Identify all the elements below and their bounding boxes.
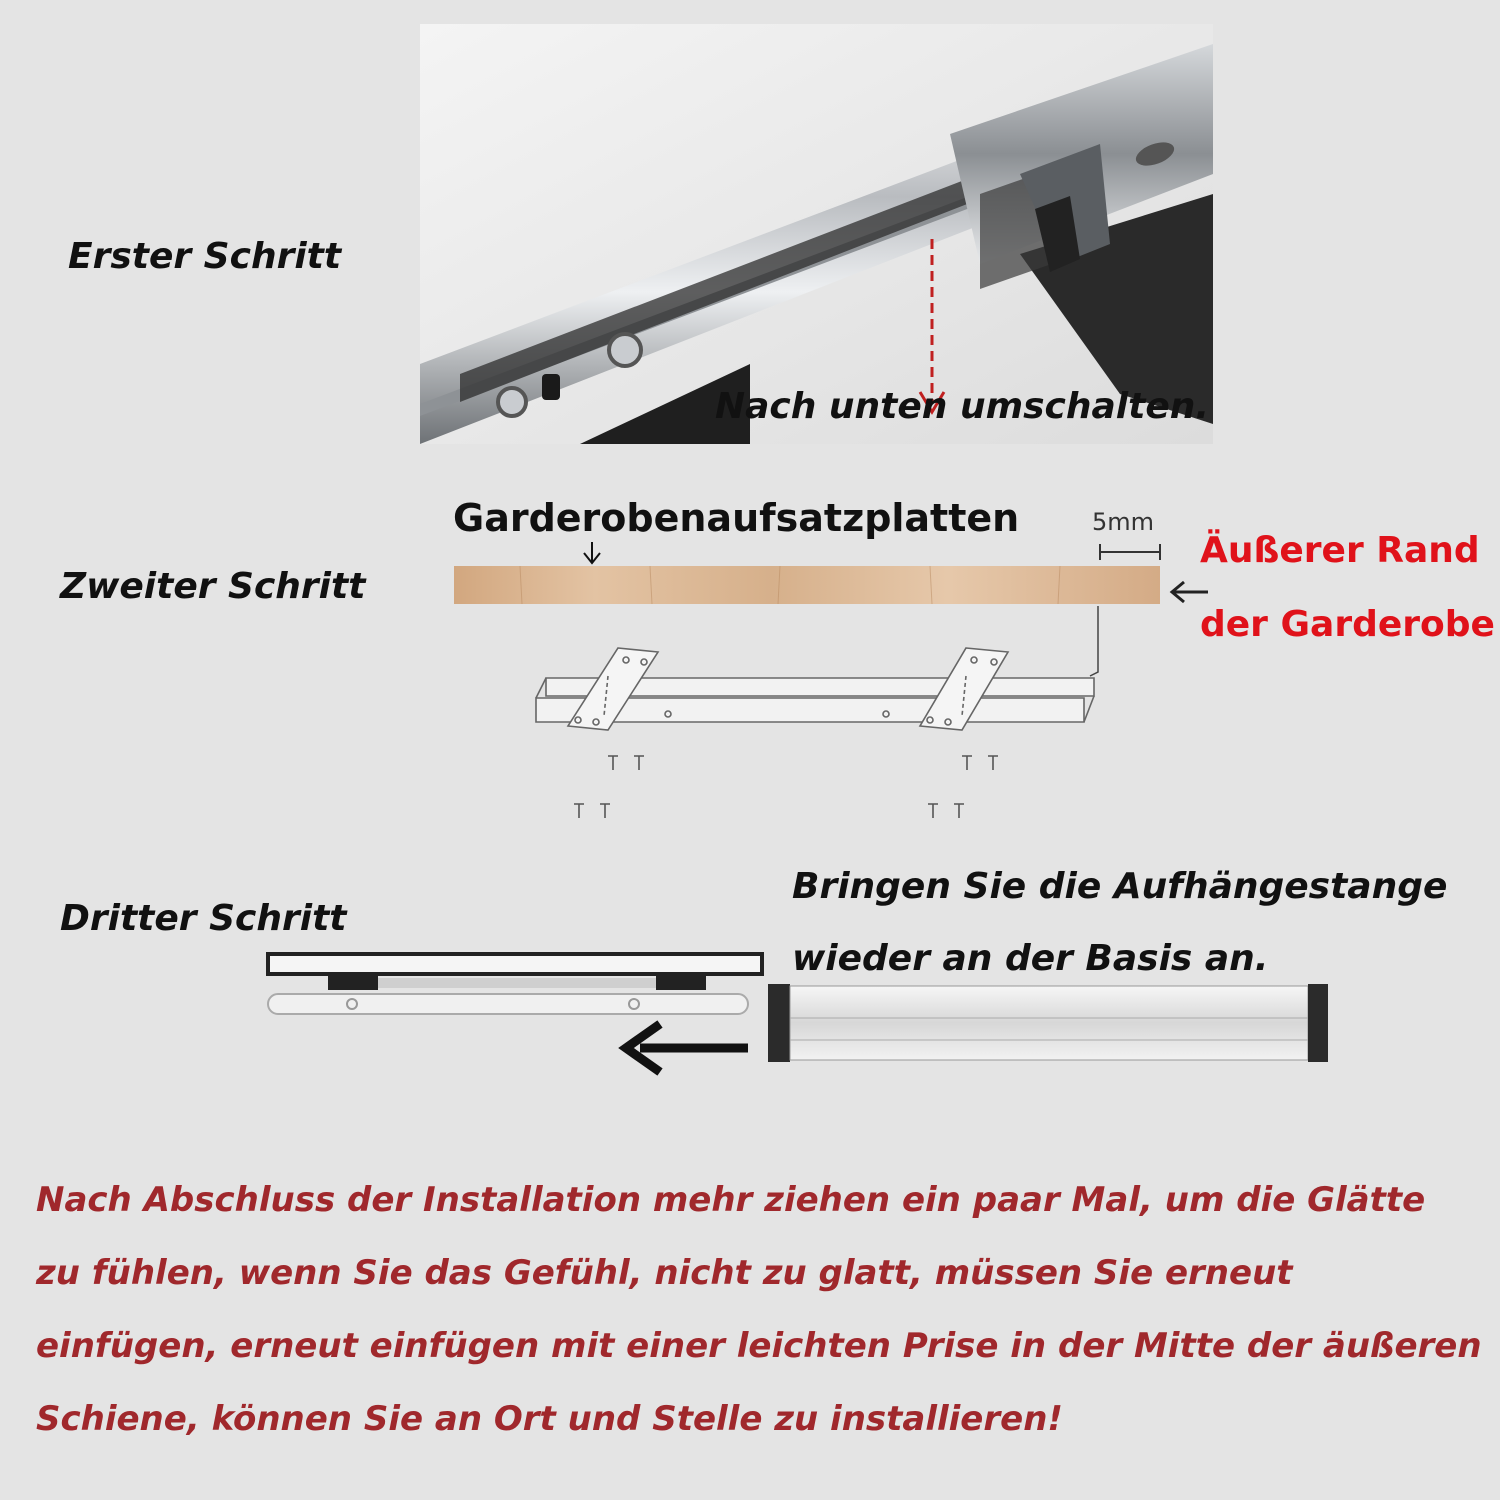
- step3-text-line1: Bringen Sie die Aufhängestange: [792, 866, 1448, 907]
- note-line-3: einfügen, erneut einfügen mit einer leichten Prise in der Mitte der äußeren: [36, 1326, 1482, 1366]
- board-label: Garderobenaufsatzplatten: [453, 496, 1020, 540]
- step3-text-line2: wieder an der Basis an.: [792, 938, 1269, 979]
- wardrobe-board: [454, 566, 1160, 604]
- rail-assembly: [536, 648, 1094, 730]
- slide-photo-illustration: [420, 24, 1213, 444]
- base-plate: [268, 954, 762, 974]
- note-line-1: Nach Abschluss der Installation mehr ziehen ein paar Mal, um die Glätte: [36, 1180, 1426, 1220]
- installation-note: [36, 1164, 1496, 1456]
- step3-title: Dritter Schritt: [60, 898, 347, 939]
- step2-title: Zweiter Schritt: [60, 566, 366, 607]
- edge-label-line1: Äußerer Rand: [1200, 530, 1480, 571]
- note-line-4: Schiene, können Sie an Ort und Stelle zu installieren!: [36, 1399, 1063, 1439]
- step1-caption: Nach unten umschalten.: [715, 386, 1210, 427]
- rail-strip: [268, 994, 748, 1014]
- edge-label-line2: der Garderobe: [1200, 604, 1495, 645]
- step1-title: Erster Schritt: [68, 236, 342, 277]
- slide-photo: [420, 24, 1213, 444]
- screws: [574, 756, 998, 818]
- gap-label: 5mm: [1092, 508, 1155, 536]
- note-line-2: zu fühlen, wenn Sie das Gefühl, nicht zu glatt, müssen Sie erneut: [36, 1253, 1293, 1293]
